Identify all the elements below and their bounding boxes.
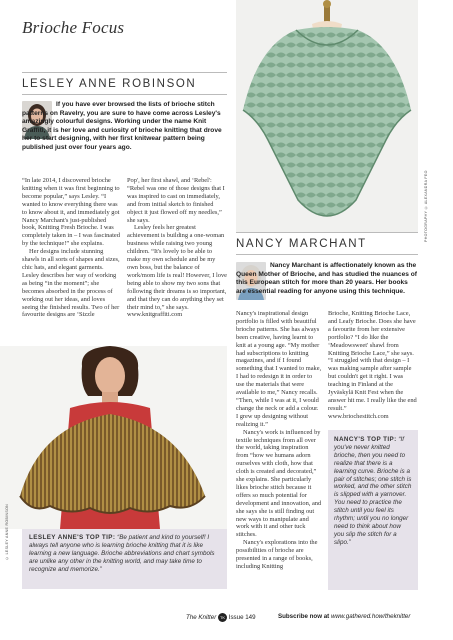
- lesley-url[interactable]: www.knitgraffiti.com: [127, 311, 183, 319]
- lesley-rule-bottom: [22, 94, 227, 95]
- nancy-col1-p2: Nancy's work is influenced by textile techniques from all over the world, taking inspiration from “how we humans adorn ourselves with cloth, how that cloth is created and decorated,” she explains. She particularly likes brioche stitch because it offers so much potential for development and innovation, and she says she is still finding out new ways to manipulate and work with it and other tuck stitches.: [236, 428, 322, 539]
- nancy-url[interactable]: www.briochestitch.com: [328, 412, 389, 420]
- nancy-rule-top: [236, 232, 418, 233]
- footer-subscribe: [278, 613, 410, 620]
- nancy-rule-bottom: [236, 254, 418, 255]
- footer-issue: [186, 613, 256, 622]
- nancy-photo: [236, 0, 418, 232]
- lesley-tip-box: [22, 529, 227, 589]
- lesley-intro: If you have ever browsed the lists of brioche stitch patterns on Ravelry, you are sure to have come across Lesley's amazingly colourful designs. Working under the name Knit Graffiti, it is her love and curiosity of brioche knitting that drove her to start designing, with her first knitwear pattern being published just over four years ago.: [22, 101, 222, 151]
- nancy-tip-label: NANCY'S TOP TIP:: [334, 436, 397, 443]
- nancy-intro: Nancy Marchant is affectionately known as the Queen Mother of Brioche, and has studied the nuances of this European stitch for more than 20 years. Her books are essential reading for anyone using this technique.: [236, 262, 417, 295]
- lesley-photo: [0, 346, 227, 529]
- lesley-rule-top: [22, 72, 227, 73]
- lesley-photo-credit: © LESLEY ANNE ROBINSON: [5, 503, 9, 560]
- footer-subscribe-label: Subscribe now at: [278, 613, 330, 620]
- nancy-col1-p1: Nancy's inspirational design portfolio is filled with beautiful brioche patterns. She has always been creative, having learnt to knit at a young age. “My mother had subscriptions to knitting magazines, and if I found something that I wanted to make, I had to redesign it in order to use the materials that were available to me,” Nancy recalls. “Then, while I was at it, I would change the neck or add a colour. I grew up designing without realizing it.”: [236, 310, 322, 428]
- lesley-tip-text: [29, 534, 220, 574]
- nancy-tip-text: [334, 436, 412, 547]
- lesley-col2-p1: Pop', her first shawl, and ‘Rebel': “Rebel was one of those designs that I was inspired to cast on immediately, and from initial sketch to finished object it just flowed off my needles,” she says.: [127, 177, 225, 224]
- footer-issue-number: Issue 149: [228, 614, 256, 622]
- lesley-col1-p2: Her designs include stunning shawls in all sorts of shapes and sizes, chic hats, and elegant garments. Lesley describes her way of working as being “in the moment”; she becomes absorbed in the process of working out her ideas, and loves seeing the finished results. Two of her favourite designs are ‘Sizzle: [22, 248, 120, 319]
- lesley-tip-label: LESLEY ANNE'S TOP TIP:: [29, 534, 116, 541]
- nancy-photo-credit: PHOTOGRAPHY © ALEXANDRA FEO: [424, 170, 428, 242]
- magazine-badge-icon: TK: [219, 615, 226, 620]
- lesley-col1-p1: “In late 2014, I discovered brioche knitting when it was first beginning to become popular,” says Lesley. “I wanted to know everything there was to know about it, and immediately got Nancy Marchant's just-published book, Knitting Fresh Brioche. I was completely taken in – I was fascinated by the technique!” she explains.: [22, 177, 120, 248]
- nancy-tip-box: [328, 430, 418, 590]
- nancy-tip-body: “If you've never knitted brioche, then you need to realize that there is a learning curve. Brioche is a pair of stitches; one stitch is worked, and the other stitch is slipped with a yarnover. You need to practice the stitch until you feel its rhythm; until you no longer need to think about how you slip the stitch for a slipo.”: [334, 436, 412, 546]
- section-title: Brioche Focus: [22, 18, 125, 37]
- nancy-col2-p1: Brioche, Knitting Brioche Lace, and Leafy Brioche. Does she have a favourite from her extensive portfolio? “I do like the ‘Meadowsweet' shawl from Knitting Brioche Lace,” she says. “I struggled with that design – I was making sample after sample but couldn't get it right. I was teaching in Finland at the Jyväskylä Knit Fest when the answer hit me. I really like the end result.”: [328, 310, 417, 412]
- lesley-col1: [22, 177, 120, 319]
- nancy-col1: [236, 310, 322, 571]
- footer-url[interactable]: www.gathered.how/theknitter: [330, 613, 411, 620]
- footer-magazine: The Knitter: [186, 614, 217, 622]
- lesley-name: LESLEY ANNE ROBINSON: [22, 78, 197, 90]
- lesley-col2-p2: Lesley feels her greatest achievement is building a one-woman business while raising two young children. “It's lovely to be able to make my own schedule and be my own boss, but the balance of work/mom life is real! However, I love being able to show my two sons that following their dreams is so important, and that they can do anything they set their mind to,” she says.: [127, 224, 228, 311]
- nancy-col1-p3: Nancy's explorations into the possibilities of brioche are presented in a range of books, including Knitting: [236, 539, 318, 570]
- nancy-name: NANCY MARCHANT: [236, 238, 367, 250]
- nancy-col2: [328, 310, 418, 421]
- lesley-tip-body: “Be patient and kind to yourself! I always tell anyone who is learning brioche knitting that it is like learning a new language. Brioche abbreviations and chart symbols are unlike any other in the knitting world, and may take time to recognize and memorize.”: [29, 534, 215, 573]
- lesley-col2: [127, 177, 227, 319]
